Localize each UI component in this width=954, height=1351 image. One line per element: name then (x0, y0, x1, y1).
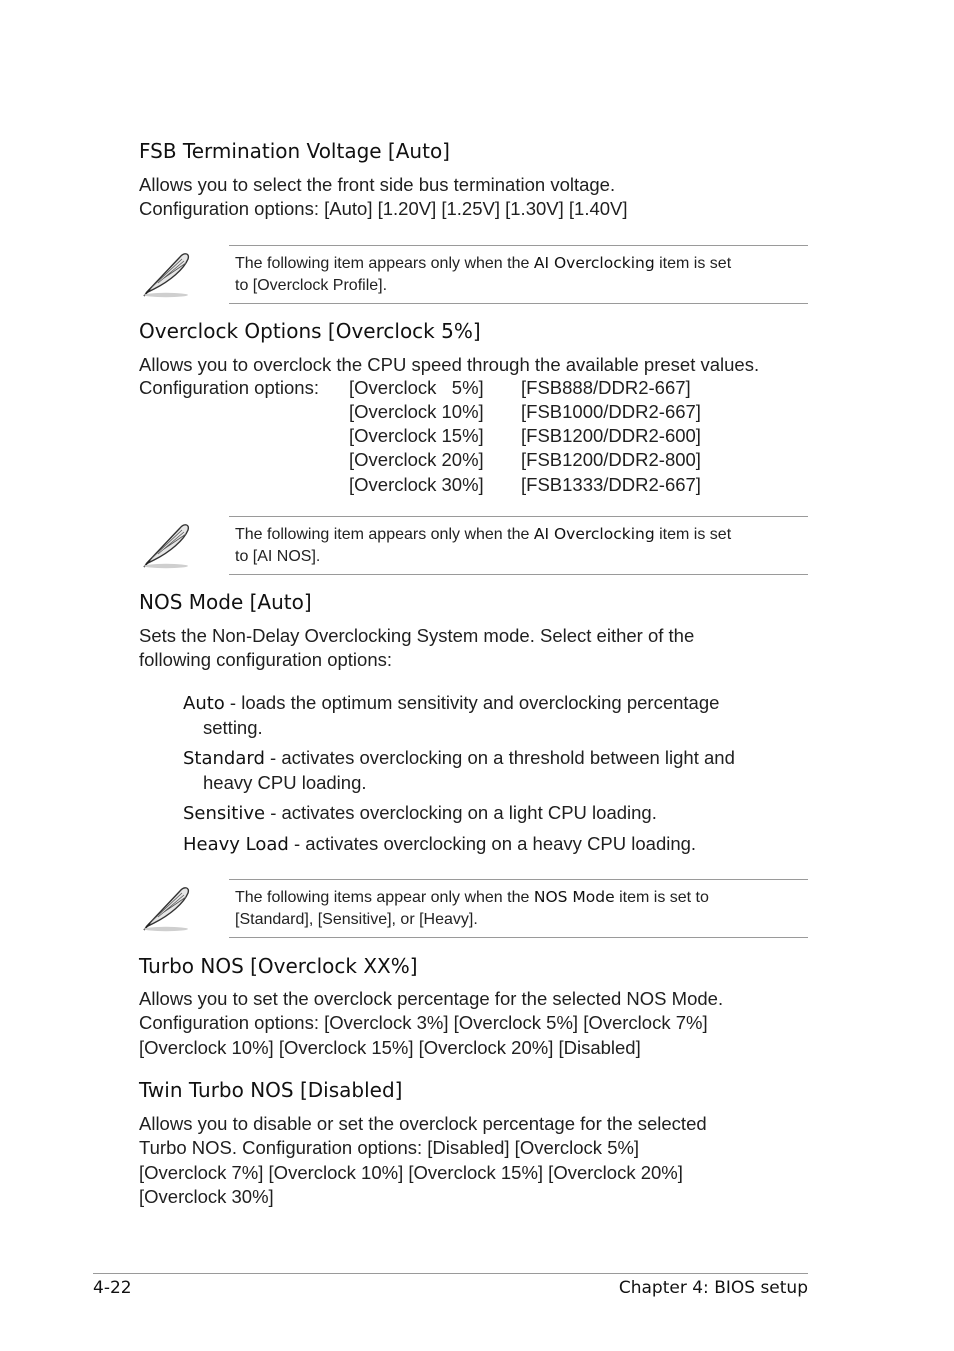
fsb-termination-heading: FSB Termination Voltage [Auto] (139, 139, 450, 163)
mode-desc: - activates overclocking on a heavy CPU loading. (288, 833, 697, 854)
option-oc-5: [Overclock 30%] (349, 474, 484, 495)
note-ai-overclocking-profile (140, 245, 808, 304)
option-oc-1: [Overclock 5%] (349, 377, 484, 398)
option-fsb-4: [FSB1200/DDR2-800] (521, 449, 701, 470)
overclock-options-heading: Overclock Options [Overclock 5%] (139, 319, 481, 343)
note-text-post: item is set to (614, 889, 709, 906)
nos-mode-standard (183, 746, 808, 796)
note-text-line2: to [AI NOS]. (235, 548, 321, 565)
nos-line-1: Sets the Non-Delay Overclocking System mode. Select either of the (139, 625, 695, 646)
note-text-pre: The following item appears only when the (235, 526, 534, 543)
option-fsb-3: [FSB1200/DDR2-600] (521, 425, 701, 446)
twin-turbo-nos-heading: Twin Turbo NOS [Disabled] (139, 1078, 403, 1102)
overclock-intro-line: Allows you to overclock the CPU speed through the available preset values. (139, 354, 760, 375)
note-text-line2: to [Overclock Profile]. (235, 277, 388, 294)
twin-line-2: Turbo NOS. Configuration options: [Disabled] [Overclock 5%] (139, 1137, 640, 1159)
note-top-rule (229, 879, 808, 880)
note-nos-mode (140, 879, 808, 938)
twin-turbo-nos-body (139, 1112, 707, 1209)
mode-term: Sensitive (183, 803, 266, 824)
turbo-line-2: Configuration options: [Overclock 3%] [Overclock 5%] [Overclock 7%] (139, 1012, 708, 1034)
page-number: 4-22 (93, 1278, 132, 1298)
turbo-nos-body (139, 987, 723, 1060)
note-pen-icon (140, 518, 192, 570)
mode-desc-cont: setting. (203, 717, 263, 739)
note-ai-overclocking-nos (140, 516, 808, 575)
mode-term: Heavy Load (183, 834, 289, 855)
nos-line-2: following configuration options: (139, 649, 392, 671)
overclock-config-label: Configuration options: (139, 377, 319, 398)
mode-desc: - loads the optimum sensitivity and overclocking percentage (224, 692, 720, 713)
mode-term: Auto (183, 693, 225, 714)
twin-line-3: [Overclock 7%] [Overclock 10%] [Overclock 15%] [Overclock 20%] (139, 1161, 683, 1183)
overclock-intro (139, 353, 759, 377)
mode-desc-cont: heavy CPU loading. (203, 772, 367, 794)
option-oc-3: [Overclock 15%] (349, 425, 484, 446)
note-bottom-rule (229, 574, 808, 575)
nos-mode-sensitive (183, 801, 808, 826)
footer-rule (93, 1273, 808, 1274)
option-fsb-1: [FSB888/DDR2-667] (521, 377, 691, 398)
option-fsb-5: [FSB1333/DDR2-667] (521, 474, 701, 495)
note-keyword: AI Overclocking (533, 254, 655, 272)
note-keyword: NOS Mode (533, 888, 615, 906)
nos-mode-auto (183, 691, 808, 741)
note-text-pre: The following item appears only when the (235, 255, 534, 272)
fsb-line-1: Allows you to select the front side bus termination voltage. (139, 174, 616, 195)
note-bottom-rule (229, 303, 808, 304)
note-top-rule (229, 516, 808, 517)
fsb-line-2: Configuration options: [Auto] [1.20V] [1.25V] [1.30V] [1.40V] (139, 198, 628, 220)
twin-line-1: Allows you to disable or set the overclock percentage for the selected (139, 1113, 707, 1134)
nos-mode-heading: NOS Mode [Auto] (139, 590, 312, 614)
note-top-rule (229, 245, 808, 246)
nos-mode-body (139, 624, 694, 673)
mode-desc: - activates overclocking on a light CPU loading. (265, 802, 657, 823)
twin-line-4: [Overclock 30%] (139, 1185, 274, 1207)
note-bottom-rule (229, 937, 808, 938)
note-text-post: item is set (654, 526, 732, 543)
note-text-pre: The following items appear only when the (235, 889, 534, 906)
mode-desc: - activates overclocking on a threshold between light and (264, 747, 735, 768)
mode-term: Standard (183, 748, 265, 769)
option-oc-4: [Overclock 20%] (349, 449, 484, 470)
note-pen-icon (140, 247, 192, 299)
note-text-line2: [Standard], [Sensitive], or [Heavy]. (235, 911, 478, 928)
turbo-line-3: [Overclock 10%] [Overclock 15%] [Overclock 20%] [Disabled] (139, 1036, 641, 1058)
note-text (235, 252, 808, 297)
nos-mode-heavy-load (183, 832, 808, 857)
note-text-post: item is set (654, 255, 732, 272)
turbo-line-1: Allows you to set the overclock percentage for the selected NOS Mode. (139, 988, 724, 1009)
option-fsb-2: [FSB1000/DDR2-667] (521, 401, 701, 422)
option-oc-2: [Overclock 10%] (349, 401, 484, 422)
note-keyword: AI Overclocking (533, 525, 655, 543)
chapter-label: Chapter 4: BIOS setup (618, 1278, 808, 1298)
note-text (235, 523, 808, 568)
note-text (235, 886, 808, 931)
turbo-nos-heading: Turbo NOS [Overclock XX%] (139, 954, 418, 978)
note-pen-icon (140, 881, 192, 933)
fsb-termination-body (139, 173, 628, 222)
